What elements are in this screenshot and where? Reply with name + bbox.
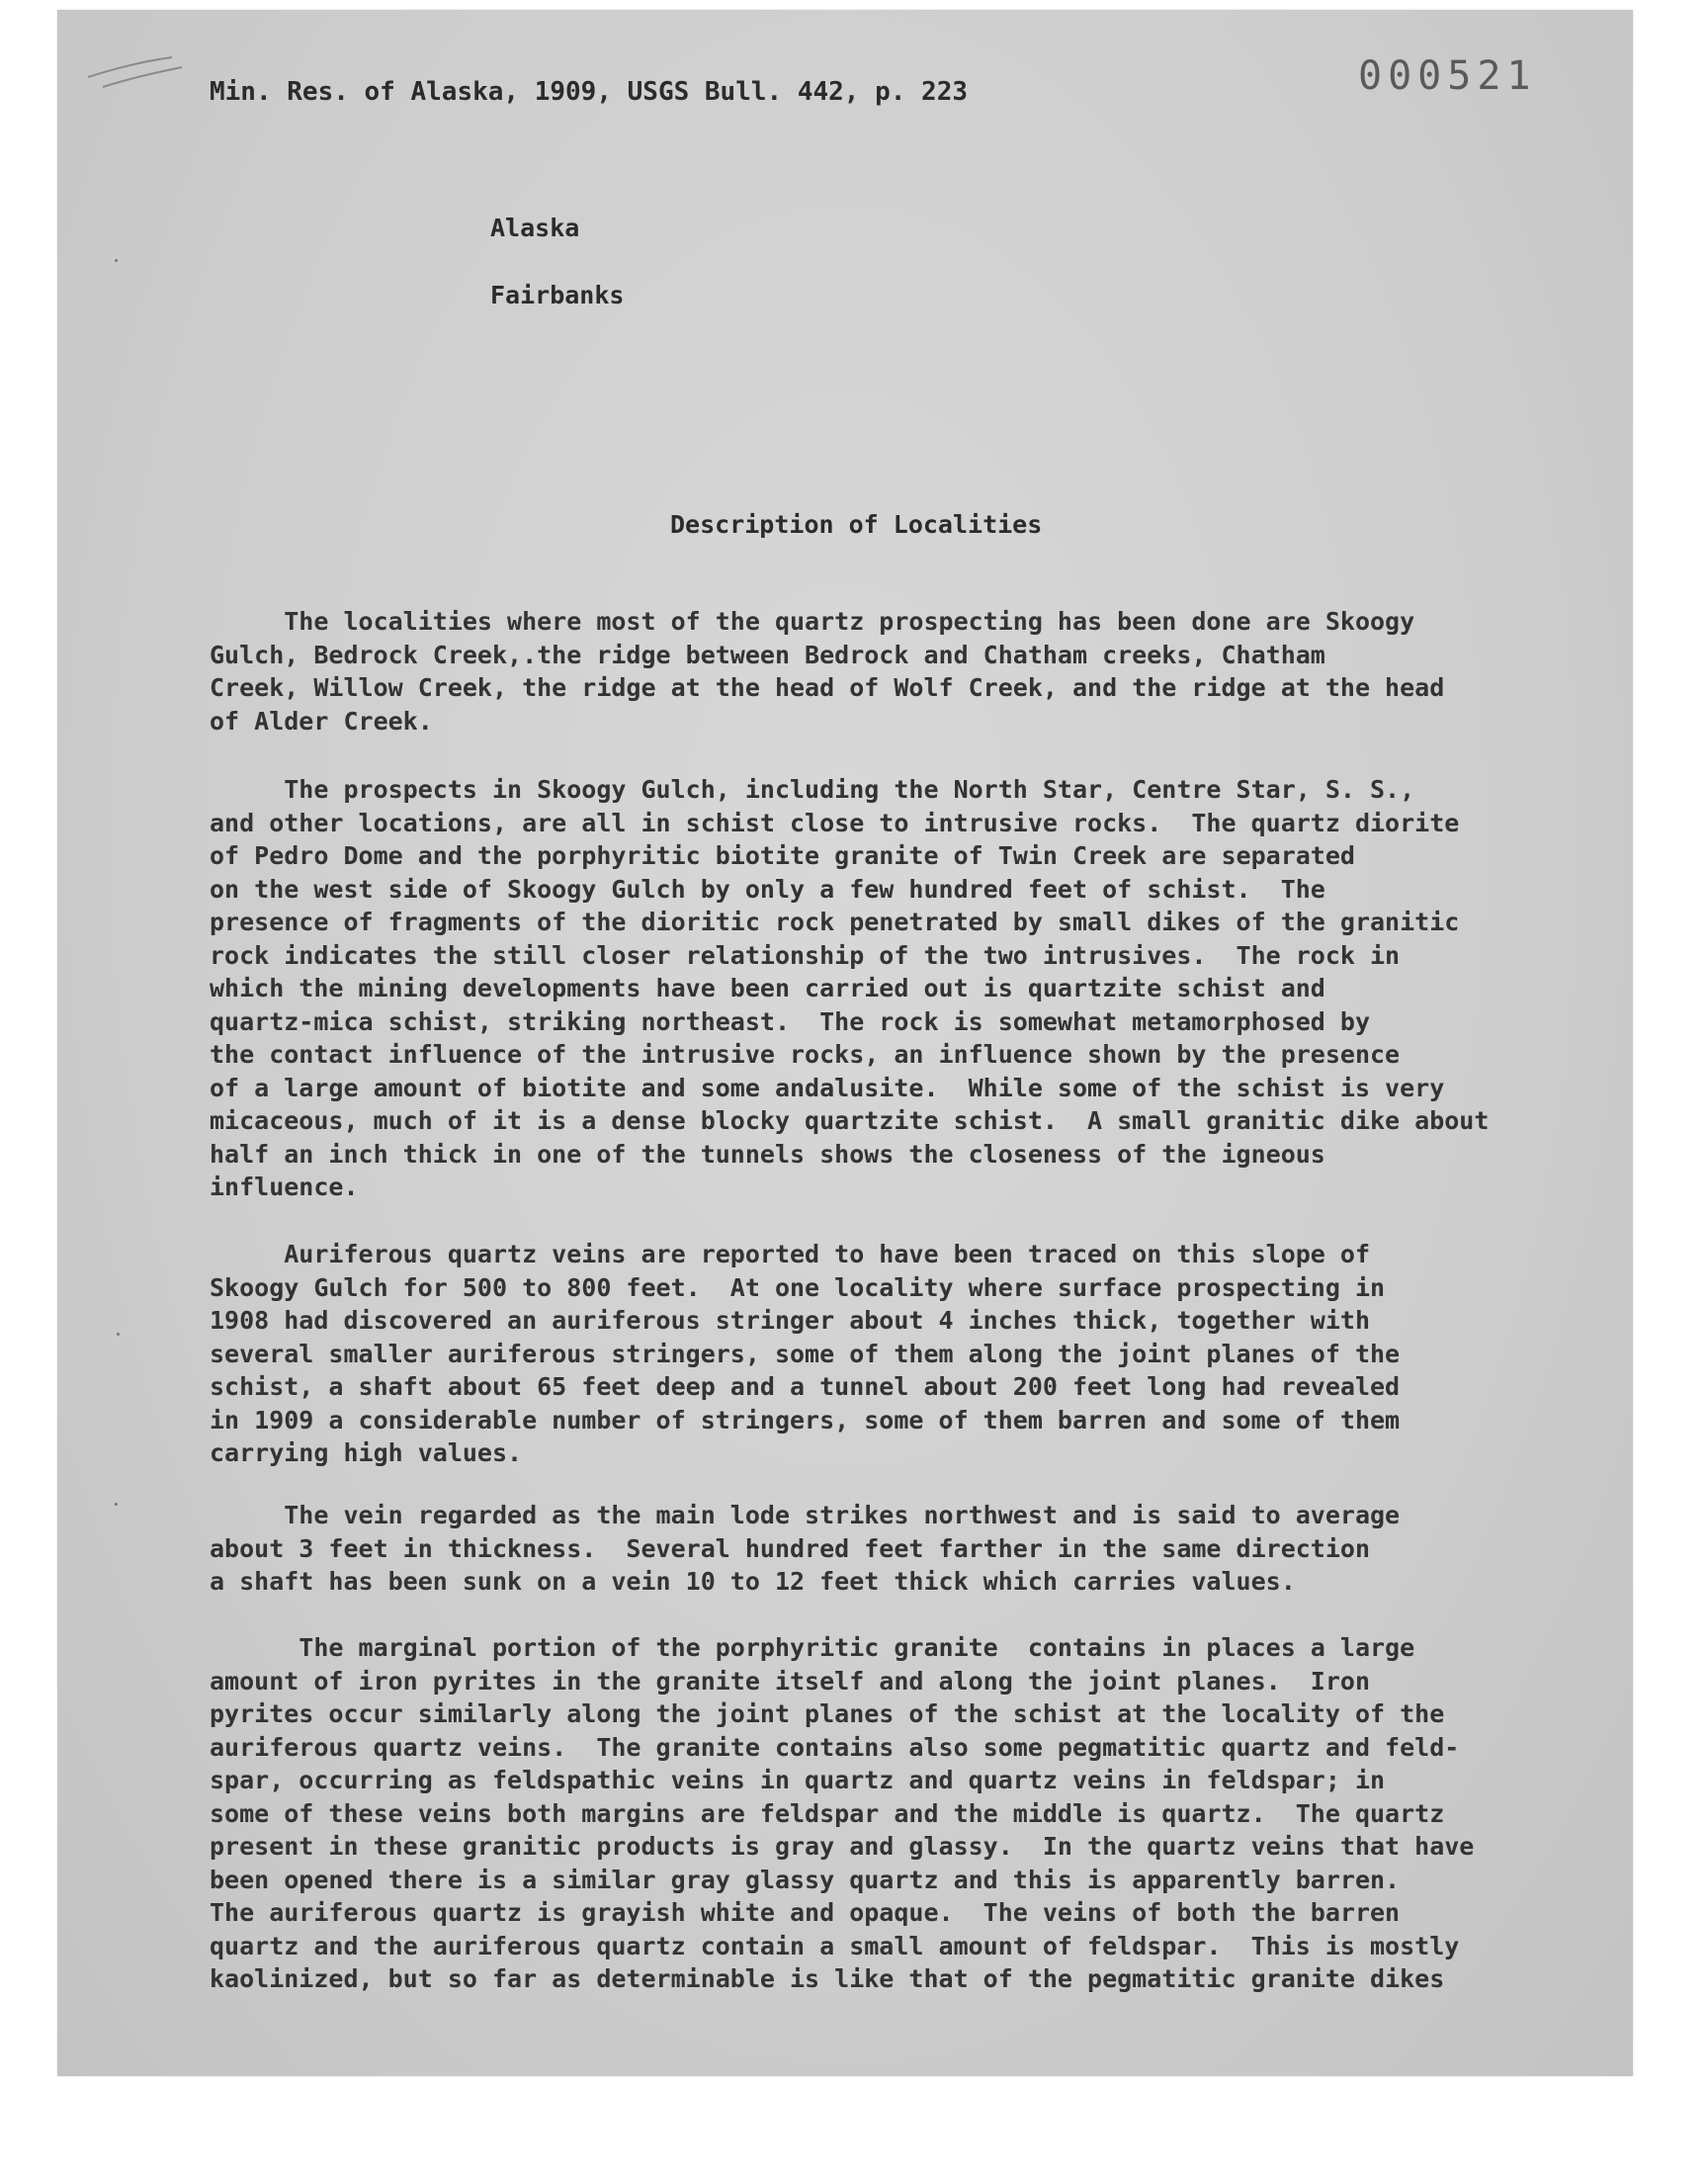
text-line: schist, a shaft about 65 feet deep and a tunnel about 200 feet long had revealed [210, 1372, 1401, 1401]
text-line: several smaller auriferous stringers, some of them along the joint planes of the [210, 1339, 1401, 1368]
page-number-stamp: 000521 [1358, 53, 1537, 99]
text-line: on the west side of Skoogy Gulch by only a few hundred feet of schist. The [210, 874, 1325, 904]
text-line: half an inch thick in one of the tunnels shows the closeness of the igneous [210, 1139, 1325, 1169]
text-line: rock indicates the still closer relationship of the two intrusives. The rock in [210, 940, 1401, 970]
section-title: Description of Localities [670, 510, 1043, 539]
text-line: some of these veins both margins are feldspar and the middle is quartz. The quartz [210, 1798, 1445, 1828]
text-line: of Pedro Dome and the porphyritic biotite granite of Twin Creek are separated [210, 841, 1355, 870]
scan-speck [115, 259, 118, 262]
text-line: presence of fragments of the dioritic rock penetrated by small dikes of the granitic [210, 908, 1460, 936]
paragraph-4 [210, 1499, 1400, 1599]
text-line: been opened there is a similar gray glassy quartz and this is apparently barren. [210, 1865, 1401, 1894]
paragraph-1 [210, 605, 1444, 738]
text-line: quartz-mica schist, striking northeast. The rock is somewhat metamorphosed by [210, 1006, 1370, 1036]
scan-speck [115, 1503, 118, 1506]
text-line: of a large amount of biotite and some andalusite. While some of the schist is very [210, 1073, 1445, 1102]
paragraph-3 [210, 1238, 1400, 1470]
text-line: The vein regarded as the main lode strikes northwest and is said to average [210, 1501, 1401, 1529]
text-line: a shaft has been sunk on a vein 10 to 12 feet thick which carries values. [210, 1567, 1296, 1596]
text-line: The marginal portion of the porphyritic granite contains in places a large [210, 1633, 1415, 1662]
pencil-mark [83, 40, 202, 99]
text-line: present in these granitic products is gray and glassy. In the quartz veins that have [210, 1832, 1475, 1861]
text-line: The prospects in Skoogy Gulch, including the North Star, Centre Star, S. S., [210, 775, 1415, 804]
paragraph-2 [210, 773, 1489, 1204]
text-line: The localities where most of the quartz prospecting has been done are Skoogy [210, 607, 1415, 636]
text-line: which the mining developments have been carried out is quartzite schist and [210, 974, 1325, 1002]
text-line: influence. [210, 1173, 359, 1201]
paragraph-5 [210, 1631, 1474, 1996]
text-line: and other locations, are all in schist close to intrusive rocks. The quartz diorite [210, 808, 1460, 837]
state-heading: Alaska [490, 214, 580, 242]
text-line: pyrites occur similarly along the joint planes of the schist at the locality of the [210, 1699, 1445, 1728]
text-line: spar, occurring as feldspathic veins in quartz and quartz veins in feldspar; in [210, 1766, 1386, 1794]
text-line: Creek, Willow Creek, the ridge at the head of Wolf Creek, and the ridge at the head [210, 673, 1445, 702]
scan-speck [117, 1333, 120, 1336]
text-line: quartz and the auriferous quartz contain a small amount of feldspar. This is mostly [210, 1931, 1460, 1960]
text-line: Skoogy Gulch for 500 to 800 feet. At one locality where surface prospecting in [210, 1272, 1386, 1302]
bulletin-reference: Min. Res. of Alaska, 1909, USGS Bull. 442, p. 223 [210, 77, 969, 107]
text-line: in 1909 a considerable number of stringers, some of them barren and some of them [210, 1405, 1401, 1435]
text-line: The auriferous quartz is grayish white and opaque. The veins of both the barren [210, 1898, 1401, 1927]
text-line: amount of iron pyrites in the granite itself and along the joint planes. Iron [210, 1666, 1370, 1696]
text-line: carrying high values. [210, 1438, 523, 1467]
text-line: about 3 feet in thickness. Several hundred feet farther in the same direction [210, 1533, 1370, 1563]
text-line: micaceous, much of it is a dense blocky quartzite schist. A small granitic dike about [210, 1106, 1490, 1135]
text-line: auriferous quartz veins. The granite contains also some pegmatitic quartz and feld- [210, 1732, 1460, 1762]
text-line: kaolinized, but so far as determinable is like that of the pegmatitic granite dikes [210, 1964, 1445, 1993]
text-line: 1908 had discovered an auriferous stringer about 4 inches thick, together with [210, 1306, 1370, 1335]
text-line: Auriferous quartz veins are reported to have been traced on this slope of [210, 1240, 1370, 1268]
text-line: of Alder Creek. [210, 706, 433, 736]
district-heading: Fairbanks [490, 281, 625, 309]
text-line: Gulch, Bedrock Creek,.the ridge between Bedrock and Chatham creeks, Chatham [210, 640, 1325, 669]
text-line: the contact influence of the intrusive rocks, an influence shown by the presence [210, 1040, 1401, 1069]
